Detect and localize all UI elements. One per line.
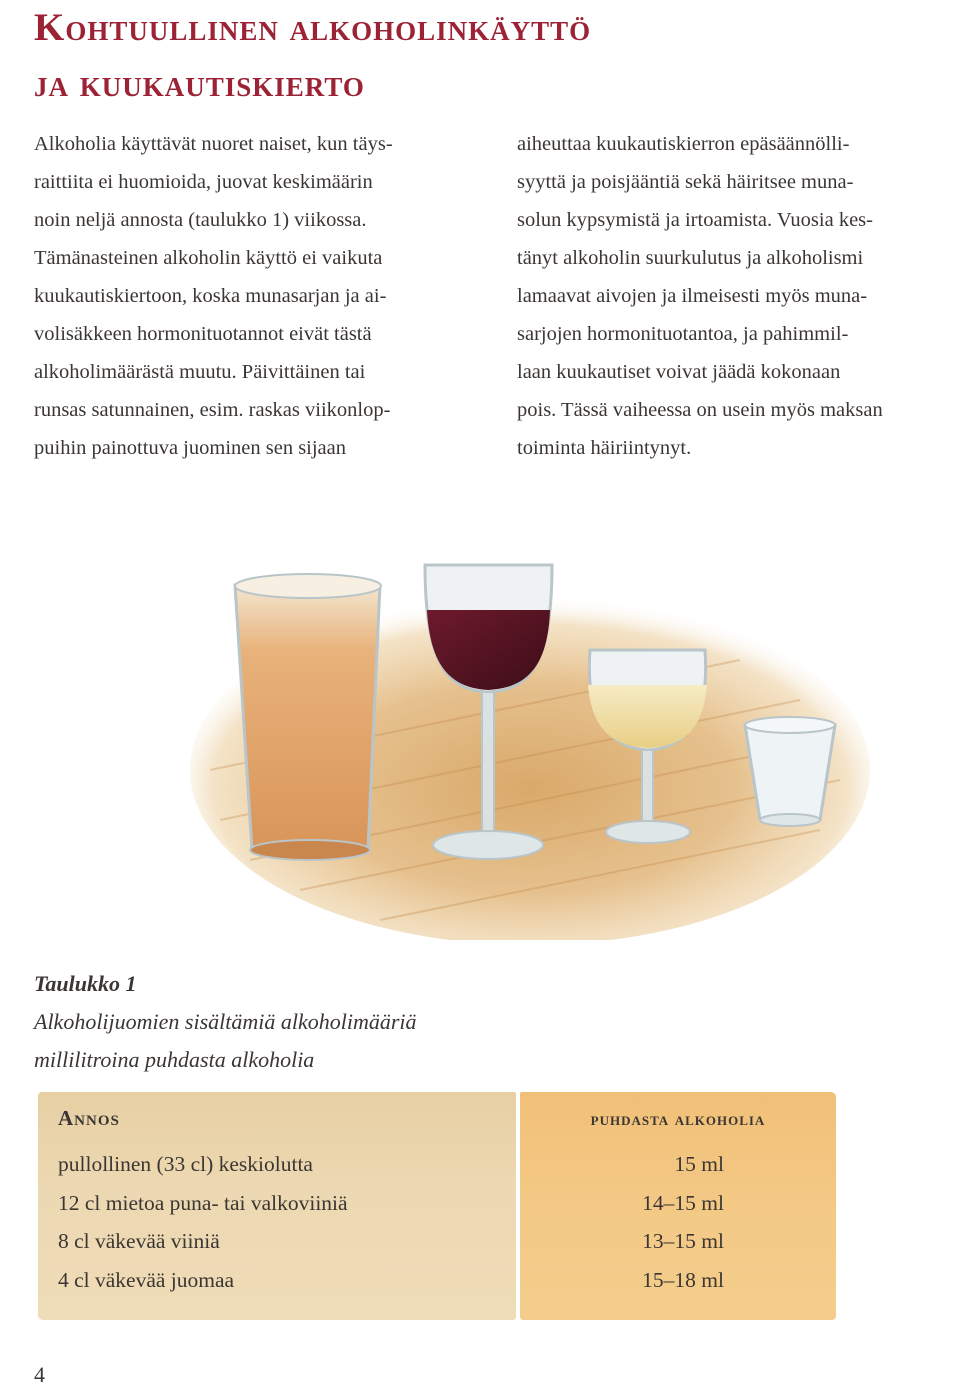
text-line: runsas satunnainen, esim. raskas viikonlop- bbox=[34, 399, 391, 421]
table-body bbox=[38, 1152, 836, 1306]
amount-cell: 15–18 ml bbox=[642, 1267, 724, 1292]
text-line: pois. Tässä vaiheessa on usein myös maksan bbox=[517, 399, 883, 421]
amount-cell: 14–15 ml bbox=[642, 1190, 724, 1215]
text-line: toiminta häiriintynyt. bbox=[517, 437, 692, 459]
text-line: Alkoholia käyttävät nuoret naiset, kun täys- bbox=[34, 133, 393, 155]
amount-cell: 15 ml bbox=[674, 1152, 724, 1176]
text-line: Tämänasteinen alkoholin käyttö ei vaikuta bbox=[34, 247, 383, 269]
text-line: aiheuttaa kuukautiskierron epäsäännölli- bbox=[517, 133, 850, 155]
text-line: puihin painottuva juominen sen sijaan bbox=[34, 437, 347, 459]
text-line: lamaavat aivojen ja ilmeisesti myös muna- bbox=[517, 285, 868, 307]
table-header-pure-alcohol: puhdasta alkoholia bbox=[590, 1109, 766, 1129]
shot-glass-icon bbox=[745, 717, 835, 826]
drink-cell: 8 cl väkevää viiniä bbox=[58, 1229, 220, 1253]
text-line: raittiita ei huomioida, juovat keskimäärin bbox=[34, 171, 373, 193]
table-header-serving: Annos bbox=[58, 1106, 120, 1130]
page-title bbox=[34, 0, 591, 112]
body-column-right bbox=[517, 125, 947, 467]
drink-cell: 12 cl mietoa puna- tai valkoviiniä bbox=[58, 1190, 348, 1215]
drink-cell: 4 cl väkevää juomaa bbox=[58, 1267, 235, 1292]
table-label: Taulukko 1 bbox=[34, 971, 137, 996]
page-number: 4 bbox=[34, 1362, 45, 1387]
amount-cell: 13–15 ml bbox=[642, 1229, 724, 1253]
text-line: alkoholimäärästä muutu. Päivittäinen tai bbox=[34, 361, 366, 383]
text-line: noin neljä annosta (taulukko 1) viikossa. bbox=[34, 209, 367, 231]
text-line: laan kuukautiset voivat jäädä kokonaan bbox=[517, 361, 841, 383]
table-caption-line: millilitroina puhdasta alkoholia bbox=[34, 1047, 315, 1072]
table-row bbox=[38, 1191, 836, 1230]
title-line-2: ja kuukautiskierto bbox=[34, 62, 365, 105]
table-row bbox=[38, 1152, 836, 1191]
title-line-1: Kohtuullinen alkoholinkäyttö bbox=[34, 6, 592, 49]
table-caption bbox=[34, 965, 417, 1079]
body-paragraph-left bbox=[34, 125, 464, 467]
text-line: sarjojen hormonituotantoa, ja pahimmil- bbox=[517, 323, 849, 345]
table-caption-line: Alkoholijuomien sisältämiä alkoholimääriä bbox=[34, 1009, 417, 1034]
table-row bbox=[38, 1229, 836, 1268]
alcohol-table bbox=[38, 1092, 836, 1320]
drinks-illustration bbox=[180, 520, 870, 940]
table-row bbox=[38, 1268, 836, 1307]
text-line: volisäkkeen hormonituotannot eivät tästä bbox=[34, 323, 372, 345]
body-column-left bbox=[34, 125, 464, 467]
text-line: solun kypsymistä ja irtoamista. Vuosia kes- bbox=[517, 209, 873, 231]
text-line: tänyt alkoholin suurkulutus ja alkoholismi bbox=[517, 247, 864, 269]
beer-glass-icon bbox=[235, 574, 381, 860]
drink-cell: pullollinen (33 cl) keskiolutta bbox=[58, 1152, 313, 1176]
text-line: syyttä ja poisjääntiä sekä häiritsee muna- bbox=[517, 171, 854, 193]
text-line: kuukautiskiertoon, koska munasarjan ja ai- bbox=[34, 285, 387, 307]
body-paragraph-right bbox=[517, 125, 947, 467]
